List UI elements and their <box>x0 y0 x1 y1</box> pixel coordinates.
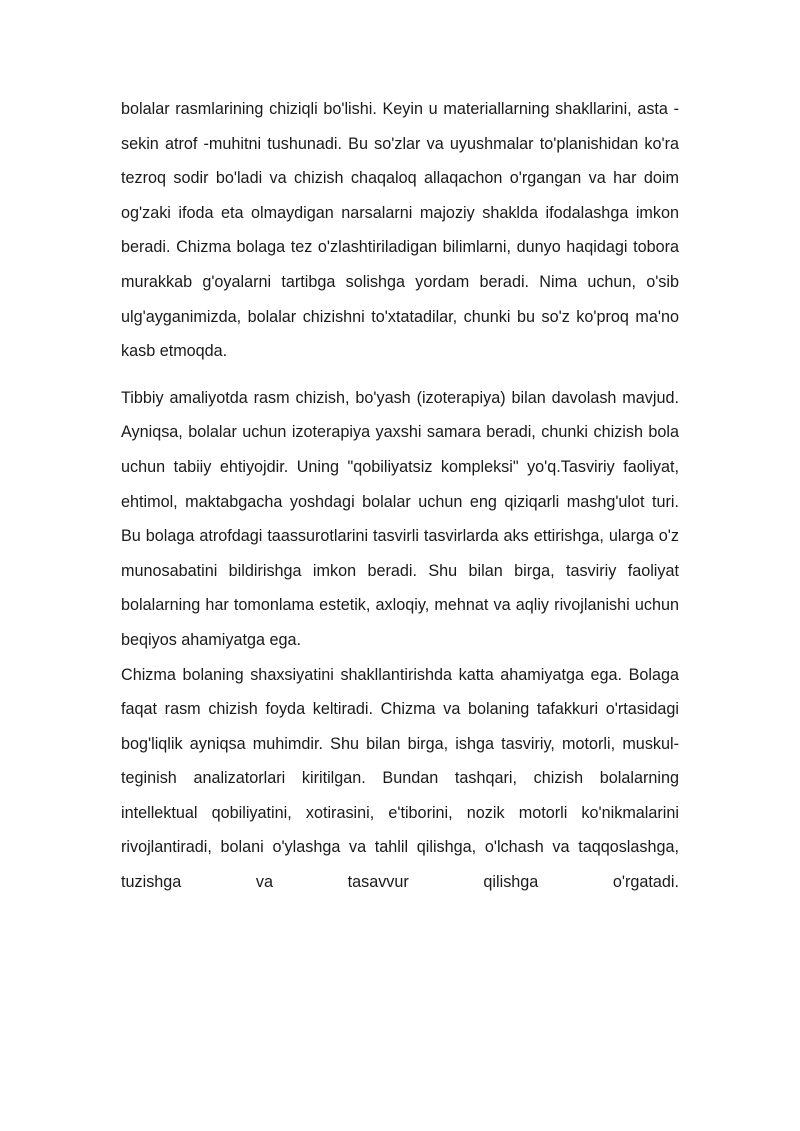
paragraph-2: Tibbiy amaliyotda rasm chizish, bo'yash (izoterapiya) bilan davolash mavjud. Ayniqsa, bolalar uchun izoterapiya yaxshi samara beradi, chunki chizish bola uchun tabiiy ehtiyojdir. Uning "qobiliyatsiz kompleksi" yo'q.Tasviriy faoliyat, ehtimol, maktabgacha yoshdagi bolalar uchun eng qiziqarli mashg'ulot turi. Bu bolaga atrofdagi taassurotlarini tasvirli tasvirlarda aks ettirishga, ularga o'z munosabatini bildirishga imkon beradi. Shu bilan birga, tasviriy faoliyat bolalarning har tomonlama estetik, axloqiy, mehnat va aqliy rivojlanishi uchun beqiyos ahamiyatga ega. <box>121 388 679 649</box>
document-body <box>121 92 679 900</box>
paragraph-3: Chizma bolaning shaxsiyatini shakllantirishda katta ahamiyatga ega. Bolaga faqat rasm chizish foyda keltiradi. Chizma va bolaning tafakkuri o'rtasidagi bog'liqlik ayniqsa muhimdir. Shu bilan birga, ishga tasviriy, motorli, muskul-teginish analizatorlari kiritilgan. Bundan tashqari, chizish bolalarning intellektual qobiliyatini, xotirasini, e'tiborini, nozik motorli ko'nikmalarini rivojlantiradi, bolani o'ylashga va tahlil qilishga, o'lchash va taqqoslashga, tuzishga va tasavvur qilishga o'rgatadi. <box>121 665 679 892</box>
paragraph-1: bolalar rasmlarining chiziqli bo'lishi. Keyin u materiallarning shakllarini, asta -sekin atrof -muhitni tushunadi. Bu so'zlar va uyushmalar to'planishidan ko'ra tezroq sodir bo'ladi va chizish chaqaloq allaqachon o'rgangan va har doim og'zaki ifoda eta olmaydigan narsalarni majoziy shaklda ifodalashga imkon beradi. Chizma bolaga tez o'zlashtiriladigan bilimlarni, dunyo haqidagi tobora murakkab g'oyalarni tartibga solishga yordam beradi. Nima uchun, o'sib ulg'ayganimizda, bolalar chizishni to'xtatadilar, chunki bu so'z ko'proq ma'no kasb etmoqda. <box>121 100 679 361</box>
